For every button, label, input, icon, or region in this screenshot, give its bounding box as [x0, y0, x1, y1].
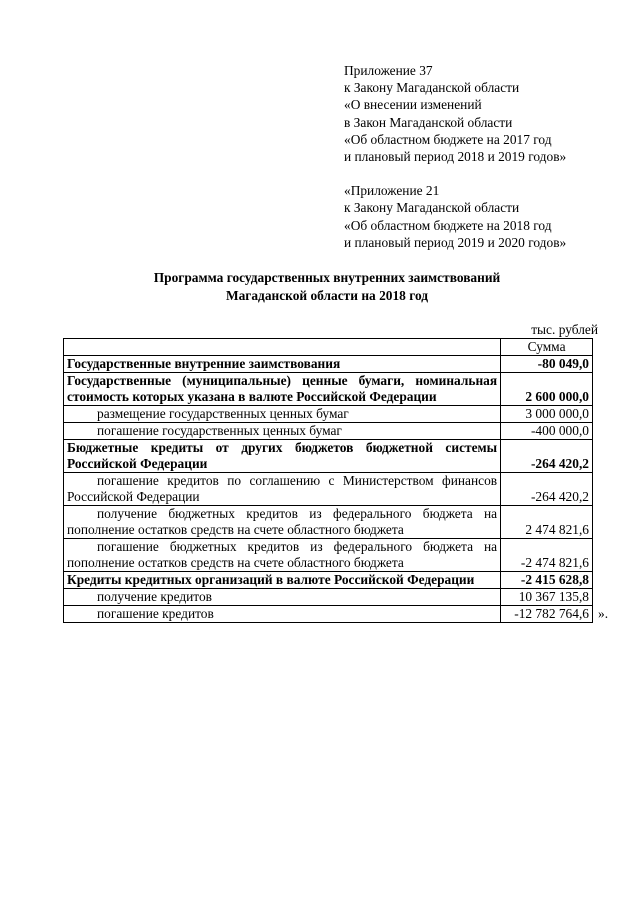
appendix-line: и плановый период 2019 и 2020 годов» — [344, 234, 567, 250]
row-amount: 2 600 000,0 — [501, 373, 593, 406]
table-row — [64, 440, 593, 473]
appendix-line: «Об областном бюджете на 2018 год — [344, 217, 552, 233]
table-row — [64, 473, 593, 506]
table-row — [64, 589, 593, 606]
row-amount: -400 000,0 — [501, 423, 593, 440]
row-amount: -264 420,2 — [501, 440, 593, 473]
closing-quote-mark: ». — [598, 606, 609, 621]
header-cell-amount: Сумма — [501, 339, 593, 356]
row-amount: 3 000 000,0 — [501, 406, 593, 423]
appendix-line: «Об областном бюджете на 2017 год — [344, 131, 552, 147]
appendix-line: «О внесении изменений — [344, 97, 482, 113]
row-amount: -12 782 764,6 — [514, 606, 589, 621]
table-row — [64, 606, 593, 623]
header-cell-name — [64, 339, 501, 356]
row-label: погашение кредитов — [64, 606, 501, 623]
title-line-1: Программа государственных внутренних заимствований — [153, 270, 501, 285]
appendix-line: Приложение 37 — [344, 63, 433, 78]
row-label: Государственные (муниципальные) ценные бумаги, номинальная стоимость которых указана в валюте Российской Федерации — [64, 373, 501, 406]
row-amount: -2 415 628,8 — [501, 572, 593, 589]
table-row — [64, 423, 593, 440]
row-amount-cell — [501, 606, 609, 623]
table-row — [64, 506, 593, 539]
table-row — [64, 539, 593, 572]
appendix-line: к Закону Магаданской области — [344, 200, 520, 216]
row-label: Государственные внутренние заимствования — [64, 356, 501, 373]
units-label: тыс. рублей — [531, 322, 598, 337]
appendix-header — [344, 62, 634, 251]
row-amount: 10 367 135,8 — [501, 589, 593, 606]
row-label: получение кредитов — [64, 589, 501, 606]
document-title — [62, 269, 592, 304]
table-row — [64, 572, 593, 589]
borrowing-program-table — [63, 338, 609, 623]
row-label: погашение бюджетных кредитов из федерального бюджета на пополнение остатков средств на счете областного бюджета — [64, 539, 501, 572]
row-amount: -264 420,2 — [501, 473, 593, 506]
row-label: Кредиты кредитных организаций в валюте Российской Федерации — [64, 572, 501, 589]
row-label: Бюджетные кредиты от других бюджетов бюджетной системы Российской Федерации — [64, 440, 501, 473]
appendix-spacer — [344, 165, 634, 182]
appendix-line: и плановый период 2018 и 2019 годов» — [344, 149, 567, 165]
row-amount: -80 049,0 — [501, 356, 593, 373]
row-amount: 2 474 821,6 — [501, 506, 593, 539]
table-row — [64, 356, 593, 373]
appendix-line: к Закону Магаданской области — [344, 80, 520, 96]
table-header-row — [64, 339, 593, 356]
row-label: погашение кредитов по соглашению с Министерством финансов Российской Федерации — [64, 473, 501, 506]
row-label: получение бюджетных кредитов из федерального бюджета на пополнение остатков средств на счете областного бюджета — [64, 506, 501, 539]
row-label: размещение государственных ценных бумаг — [64, 406, 501, 423]
appendix-line: в Закон Магаданской области — [344, 114, 513, 130]
table-row — [64, 373, 593, 406]
row-amount: -2 474 821,6 — [501, 539, 593, 572]
title-line-2: Магаданской области на 2018 год — [225, 287, 429, 303]
table-row — [64, 406, 593, 423]
row-label: погашение государственных ценных бумаг — [64, 423, 501, 440]
appendix-line: «Приложение 21 — [344, 183, 440, 199]
